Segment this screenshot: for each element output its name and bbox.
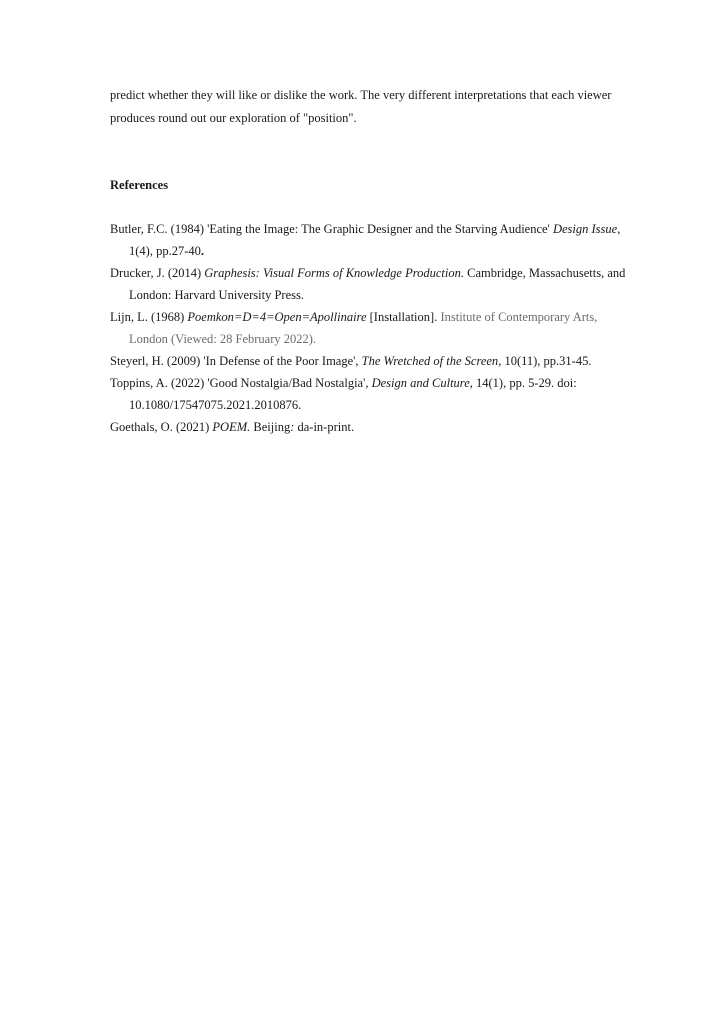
reference-title: Graphesis: Visual Forms of Knowledge Production. — [204, 266, 464, 280]
page-content — [110, 84, 630, 434]
references-heading: References — [110, 178, 169, 192]
reference-title: Design Issue — [552, 222, 618, 236]
reference-item-steyerl — [110, 350, 630, 372]
body-line-2: produces round out our exploration of "position". — [110, 110, 357, 125]
reference-item-goethals — [110, 416, 630, 438]
reference-title: POEM. — [212, 420, 251, 434]
reference-title: Design and Culture — [371, 376, 470, 390]
reference-text: , 14(1), pp. 5-29. doi: 10.1080/17547075.2021.2010876. — [129, 376, 577, 412]
reference-title: Poemkon=D=4=Open=Apollinaire — [187, 310, 367, 324]
reference-text: Drucker, J. (2014) — [110, 266, 205, 280]
reference-text: Steyerl, H. (2009) 'In Defense of the Poor Image', — [110, 354, 362, 368]
reference-title: The Wretched of the Screen — [361, 354, 499, 368]
reference-colon: : — [290, 420, 295, 434]
reference-text: Butler, F.C. (1984) 'Eating the Image: The Graphic Designer and the Starving Audience' — [110, 222, 553, 236]
reference-text: da-in-print. — [294, 420, 355, 434]
reference-text: Beijing — [250, 420, 291, 434]
reference-item-butler — [110, 218, 630, 262]
reference-item-toppins — [110, 372, 630, 416]
reference-text: Goethals, O. (2021) — [110, 420, 213, 434]
reference-venue: Institute of Contemporary Arts, London (Viewed: 28 February 2022). — [129, 310, 598, 346]
body-line-1: predict whether they will like or dislike the work. The very different interpretations that each viewer — [110, 88, 612, 102]
reference-item-lijn — [110, 306, 630, 350]
references-list — [110, 218, 630, 438]
reference-item-drucker — [110, 262, 630, 306]
reference-text: Cambridge, Massachusetts, and London: Harvard University Press. — [129, 266, 626, 302]
reference-text: Toppins, A. (2022) 'Good Nostalgia/Bad Nostalgia', — [110, 376, 372, 390]
reference-text: , 1(4), pp.27-40 — [129, 222, 621, 258]
reference-text: [Installation]. — [366, 310, 441, 324]
body-paragraph — [110, 84, 630, 129]
reference-period: . — [200, 244, 204, 258]
reference-text: Lijn, L. (1968) — [110, 310, 188, 324]
reference-text: , 10(11), pp.31-45. — [498, 354, 592, 368]
